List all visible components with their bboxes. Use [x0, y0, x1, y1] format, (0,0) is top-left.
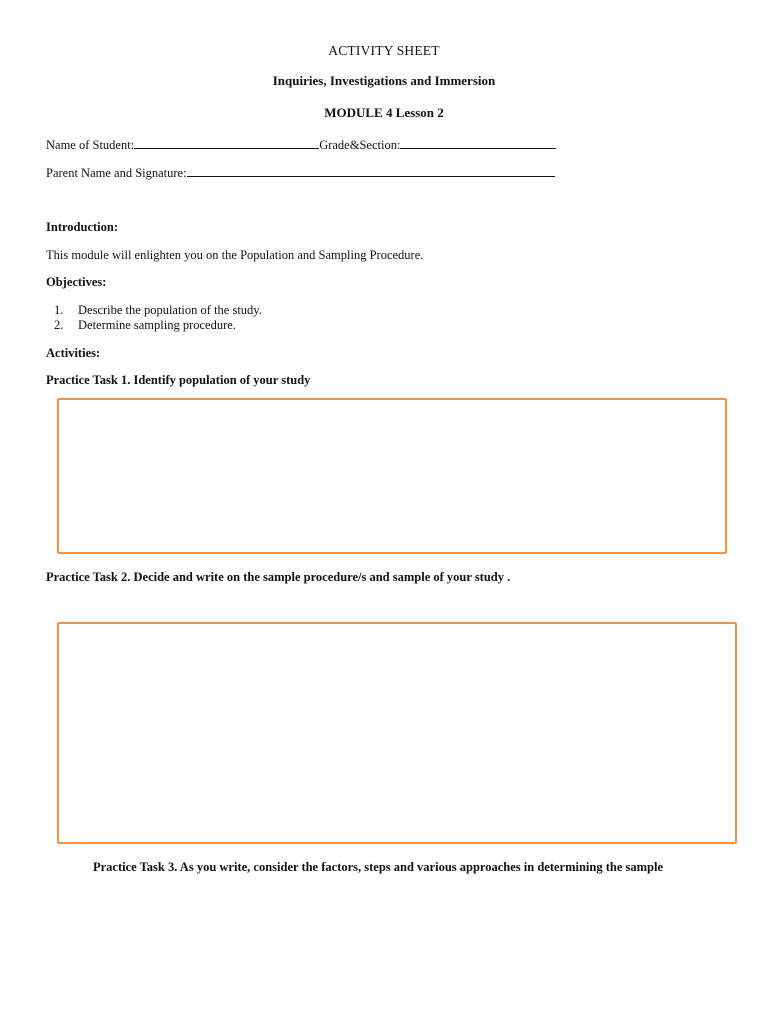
objective-number: 2. [54, 318, 64, 332]
introduction-text: This module will enlighten you on the Population and Sampling Procedure. [46, 248, 424, 262]
practice-task-1-label: Practice Task 1. Identify population of your study [46, 373, 311, 387]
introduction-heading: Introduction: [46, 220, 119, 234]
practice-task-2-label: Practice Task 2. Decide and write on the sample procedure/s and sample of your study . [46, 570, 511, 584]
student-name-field[interactable] [134, 137, 319, 149]
practice-task-3-label: Practice Task 3. As you write, consider the factors, steps and various approaches in determining the sample [93, 860, 664, 874]
document-title: ACTIVITY SHEET [328, 43, 440, 58]
grade-section-label: Grade&Section: [319, 138, 401, 152]
parent-name-signature-field[interactable] [187, 165, 555, 177]
objective-number: 1. [54, 303, 64, 317]
objectives-heading: Objectives: [46, 275, 107, 289]
student-name-label: Name of Student: [46, 138, 135, 152]
grade-section-field[interactable] [400, 137, 556, 149]
objective-text: Describe the population of the study. [78, 303, 262, 317]
practice-task-1-answer-box[interactable] [57, 398, 727, 554]
document-subtitle: Inquiries, Investigations and Immersion [272, 73, 496, 88]
objective-text: Determine sampling procedure. [78, 318, 236, 332]
activities-heading: Activities: [46, 346, 101, 360]
objective-item [54, 303, 262, 318]
parent-name-label: Parent Name and Signature: [46, 166, 187, 180]
module-label: MODULE 4 Lesson 2 [324, 105, 444, 120]
parent-info-line [46, 165, 555, 181]
objective-item [54, 318, 236, 333]
student-info-line [46, 137, 556, 153]
practice-task-2-answer-box[interactable] [57, 622, 737, 844]
